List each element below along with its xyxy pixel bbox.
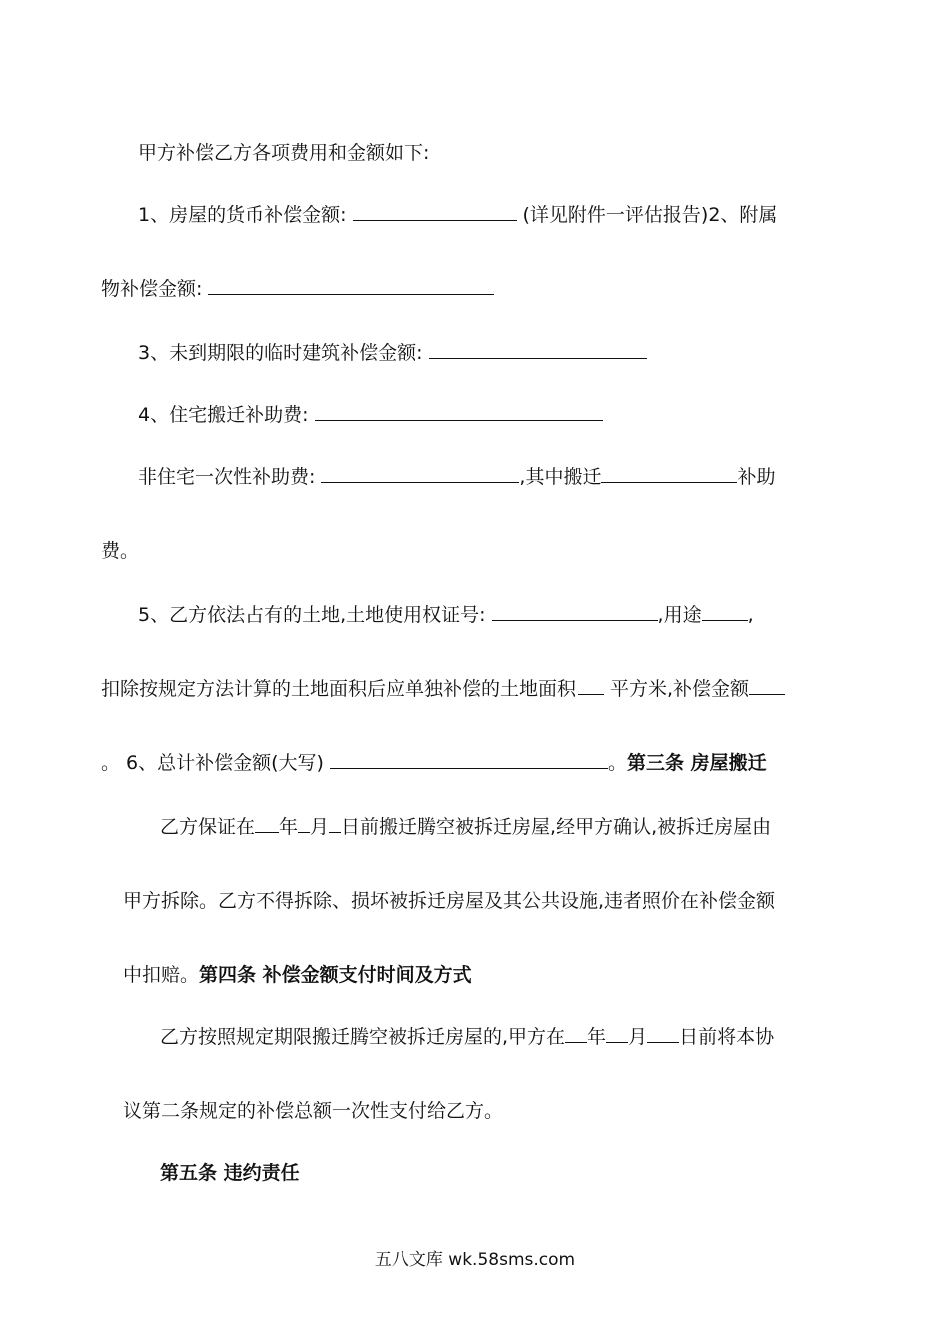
footer-text: 五八文库 wk.58sms.com: [374, 1250, 576, 1270]
item-1-line: [138, 202, 777, 228]
total-label: 。 6、总计补偿金额(大写): [101, 752, 324, 774]
blank-year: [255, 814, 279, 833]
blank-total-amount: [330, 750, 608, 769]
item-1-label: 1、房屋的货币补偿金额:: [138, 204, 347, 226]
blank-house-compensation: [353, 202, 517, 221]
a3-year: 年: [279, 816, 299, 838]
blank-land-certificate: [492, 602, 658, 621]
item-1-note: (详见附件一评估报告)2、附属: [522, 204, 778, 226]
article-3-p1: [160, 814, 771, 840]
blank-pay-year: [565, 1024, 587, 1043]
a5-heading-text: 第五条 违约责任: [160, 1162, 300, 1184]
blank-attachment-compensation: [208, 276, 494, 295]
a3-text-3: 甲方拆除。乙方不得拆除、损坏被拆迁房屋及其公共设施,违者照价在补偿金额: [123, 890, 776, 912]
a4-month: 月: [628, 1026, 648, 1048]
non-residential-label: 非住宅一次性补助费:: [138, 466, 316, 488]
land-comp-text: 平方米,补偿金额: [610, 678, 750, 700]
item-3-line: [138, 340, 647, 366]
item-4-label: 4、住宅搬迁补助费:: [138, 404, 309, 426]
article-3-p2: [123, 888, 775, 914]
a4-text-1: 乙方按照规定期限搬迁腾空被拆迁房屋的,甲方在: [160, 1026, 566, 1048]
article-4-heading: 第四条 补偿金额支付时间及方式: [199, 964, 472, 986]
a4-year: 年: [587, 1026, 607, 1048]
intro-text: 甲方补偿乙方各项费用和金额如下:: [138, 142, 430, 164]
land-area-text: 扣除按规定方法计算的土地面积后应单独补偿的土地面积: [101, 678, 577, 700]
intro-line: [138, 140, 429, 166]
blank-land-area: [578, 676, 604, 695]
fee-line: [101, 538, 139, 564]
blank-pay-day: [647, 1024, 679, 1043]
blank-pay-month: [606, 1024, 628, 1043]
blank-day: [329, 814, 341, 833]
article-4-p1: [160, 1024, 774, 1050]
item-2-label: 物补偿金额:: [101, 278, 203, 300]
article-4-line: [123, 962, 472, 988]
blank-usage: [702, 602, 748, 621]
a3-text-4: 中扣赔。: [123, 964, 200, 986]
item-4-line: [138, 402, 603, 428]
usage-comma: ,: [747, 604, 754, 626]
a3-text-1: 乙方保证在: [160, 816, 256, 838]
land-area-line: [101, 676, 785, 702]
non-residential-line: [138, 464, 775, 490]
blank-relocation-fee: [601, 464, 737, 483]
article-4-p2: [123, 1098, 503, 1124]
footer-watermark: [0, 1245, 950, 1270]
item-2-line: [101, 276, 494, 302]
blank-residential-relocation: [315, 402, 603, 421]
item-3-label: 3、未到期限的临时建筑补偿金额:: [138, 342, 423, 364]
article-5-heading: [160, 1160, 300, 1186]
a4-text-2: 日前将本协: [679, 1026, 775, 1048]
subsidy-text: 补助: [737, 466, 776, 488]
a3-text-2: 日前搬迁腾空被拆迁房屋,经甲方确认,被拆迁房屋由: [341, 816, 772, 838]
blank-temporary-building: [429, 340, 647, 359]
item-5-label: 5、乙方依法占有的土地,土地使用权证号:: [138, 604, 486, 626]
fee-text: 费。: [101, 540, 140, 562]
total-line: [101, 750, 767, 776]
blank-non-residential: [321, 464, 519, 483]
relocation-text: ,其中搬迁: [519, 466, 602, 488]
article-3-heading: 第三条 房屋搬迁: [626, 752, 767, 774]
a3-month: 月: [310, 816, 330, 838]
blank-month: [298, 814, 310, 833]
a4-text-3: 议第二条规定的补偿总额一次性支付给乙方。: [123, 1100, 504, 1122]
item-5-line: [138, 602, 754, 628]
total-end: 。: [607, 752, 627, 774]
usage-text: ,用途: [657, 604, 702, 626]
blank-land-compensation: [749, 676, 785, 695]
